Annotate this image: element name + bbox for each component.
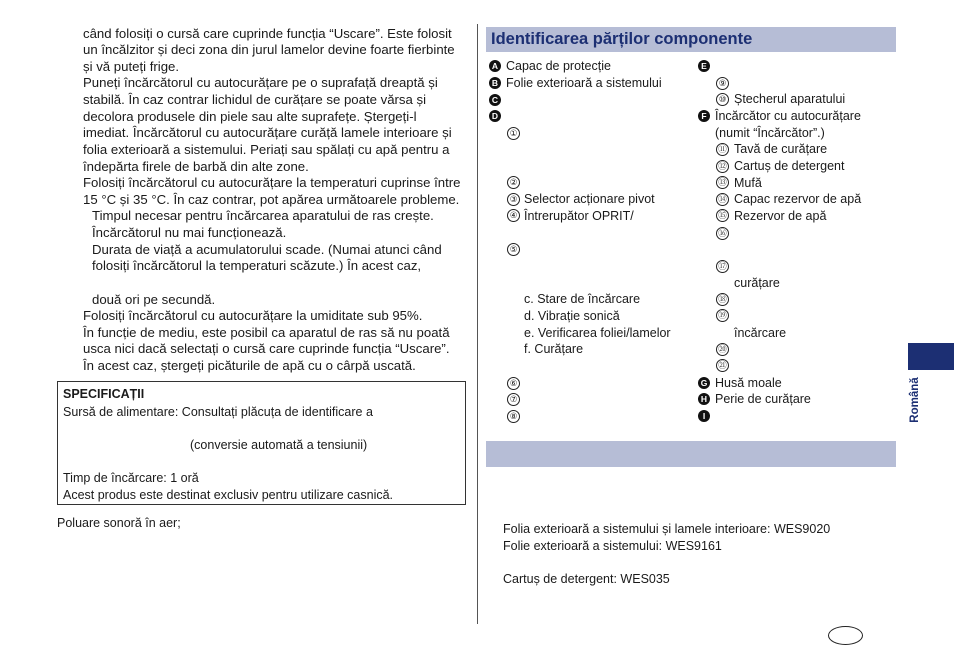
part-3-label: Selector acționare pivot: [524, 192, 655, 206]
text-line: imediat. Încărcătorul cu autocurățare curăță lamele interioare și: [83, 125, 452, 140]
indicator-item: f. Curățare: [524, 342, 584, 356]
spec-charging-time: Timp de încărcare: 1 oră: [63, 471, 199, 485]
part-a-label: Capac de protecție: [506, 59, 611, 73]
text-line: Durata de viață a acumulatorului scade. (Numai atunci când: [92, 242, 442, 257]
country-code-oval: [828, 626, 863, 645]
circled-number: ㉑: [716, 359, 729, 372]
badge-c: C: [489, 94, 501, 106]
replacement-part: Cartuș de detergent: WES035: [503, 572, 670, 586]
part-f-note: (numit “Încărcător”.): [715, 126, 825, 140]
column-divider: [477, 24, 478, 624]
circled-number: ⑩: [716, 93, 729, 106]
badge-b: B: [489, 77, 501, 89]
text-line: decolora produsele din piele sau alte suprafețe. Ștergeți-l: [83, 109, 417, 124]
indicator-item: c. Stare de încărcare: [524, 292, 641, 306]
part-4-label: Întrerupător OPRIT/: [524, 209, 634, 223]
language-tab: [908, 343, 954, 370]
section-header-band: [486, 441, 896, 467]
circled-number: ⑱: [716, 293, 729, 306]
text-line: În funcție de mediu, este posibil ca aparatul de ras să nu poată: [83, 325, 450, 340]
section-title: Identificarea părților componente: [491, 30, 753, 48]
badge-d: D: [489, 110, 501, 122]
text-line: În acest caz, ștergeți picăturile de apă cu o cârpă uscată.: [83, 358, 416, 373]
spec-conversion: (conversie automată a tensiunii): [190, 438, 368, 452]
badge-f: F: [698, 110, 710, 122]
part-13-label: Mufă: [734, 176, 762, 190]
spec-title: SPECIFICAȚII: [63, 387, 145, 401]
text-line: Încărcătorul nu mai funcționează.: [92, 225, 287, 240]
spec-power: Sursă de alimentare: Consultați plăcuța de identificare a: [63, 405, 373, 419]
circled-number: ⑥: [507, 377, 520, 390]
text-line: stabilă. În caz contrar lichidul de curățare se poate vărsa și: [83, 92, 427, 107]
badge-g: G: [698, 377, 710, 389]
text-line: și vă puteți frige.: [83, 59, 180, 74]
part-10-label: Ștecherul aparatului: [734, 92, 846, 106]
replacement-part: Folie exterioară a sistemului: WES9161: [503, 539, 722, 553]
part-15-label: Rezervor de apă: [734, 209, 827, 223]
circled-number: ⑤: [507, 243, 520, 256]
text-line: Puneți încărcătorul cu autocurățare pe o suprafață dreaptă și: [83, 75, 438, 90]
text-line: un încălzitor și deci zona din jurul lamelor devine foarte fierbinte: [83, 42, 455, 57]
text-line: Timpul necesar pentru încărcarea aparatului de ras crește.: [92, 208, 434, 223]
noise-pollution: Poluare sonoră în aer;: [57, 516, 181, 530]
text-line: folosiți încărcătorul la temperaturi scăzute.) În acest caz,: [92, 258, 422, 273]
circled-number: ⑦: [507, 393, 520, 406]
part-b-label: Folie exterioară a sistemului: [506, 76, 662, 90]
badge-i: I: [698, 410, 710, 422]
part-f-label: Încărcător cu autocurățare: [715, 109, 861, 123]
part-12-label: Cartuș de detergent: [734, 159, 845, 173]
circled-number: ⑯: [716, 227, 729, 240]
circled-number: ⑭: [716, 193, 729, 206]
circled-number: ③: [507, 193, 520, 206]
part-14-label: Capac rezervor de apă: [734, 192, 862, 206]
part-g-label: Husă moale: [715, 376, 782, 390]
language-label: [904, 368, 926, 432]
circled-number: ⑪: [716, 143, 729, 156]
text-line: două ori pe secundă.: [92, 292, 216, 307]
circled-number: ⑧: [507, 410, 520, 423]
spec-household: Acest produs este destinat exclusiv pentru utilizare casnică.: [63, 488, 394, 502]
circled-number: ②: [507, 176, 520, 189]
section-header: [486, 27, 896, 52]
text-line: Folosiți încărcătorul cu autocurățare la temperaturi cuprinse între: [83, 175, 461, 190]
text-line: când folosiți o cursă care cuprinde funcția “Uscare”. Este folosit: [83, 26, 452, 41]
circled-number: ⑮: [716, 209, 729, 222]
replacement-part: Folia exterioară a sistemului și lamele interioare: WES9020: [503, 522, 831, 536]
indicator-item: e. Verificarea foliei/lamelor: [524, 326, 671, 340]
circled-number: ⑰: [716, 260, 729, 273]
badge-e: E: [698, 60, 710, 72]
circled-number: ④: [507, 209, 520, 222]
part-11-label: Tavă de curățare: [734, 142, 828, 156]
part-19-continuation: încărcare: [734, 326, 787, 340]
text-line: 15 °C și 35 °C. În caz contrar, pot apărea următoarele probleme.: [83, 192, 460, 207]
badge-a: A: [489, 60, 501, 72]
text-line: usca nici dacă selectați o cursă care cuprinde funcția “Uscare”.: [83, 341, 450, 356]
text-line: îndepărta firele de barbă din alte zone.: [83, 159, 309, 174]
indicator-item: d. Vibrație sonică: [524, 309, 620, 323]
circled-number: ⑨: [716, 77, 729, 90]
text-line: folia exterioară a sistemului. Periați sau spălați cu apă pentru a: [83, 142, 450, 157]
circled-number: ①: [507, 127, 520, 140]
circled-number: ⑬: [716, 176, 729, 189]
part-17-continuation: curățare: [734, 276, 780, 290]
part-h-label: Perie de curățare: [715, 392, 811, 406]
circled-number: ⑲: [716, 309, 729, 322]
circled-number: ⑫: [716, 160, 729, 173]
circled-number: ⑳: [716, 343, 729, 356]
text-line: Folosiți încărcătorul cu autocurățare la umiditate sub 95%.: [83, 308, 423, 323]
language-label-text: Română: [909, 377, 921, 423]
badge-h: H: [698, 393, 710, 405]
